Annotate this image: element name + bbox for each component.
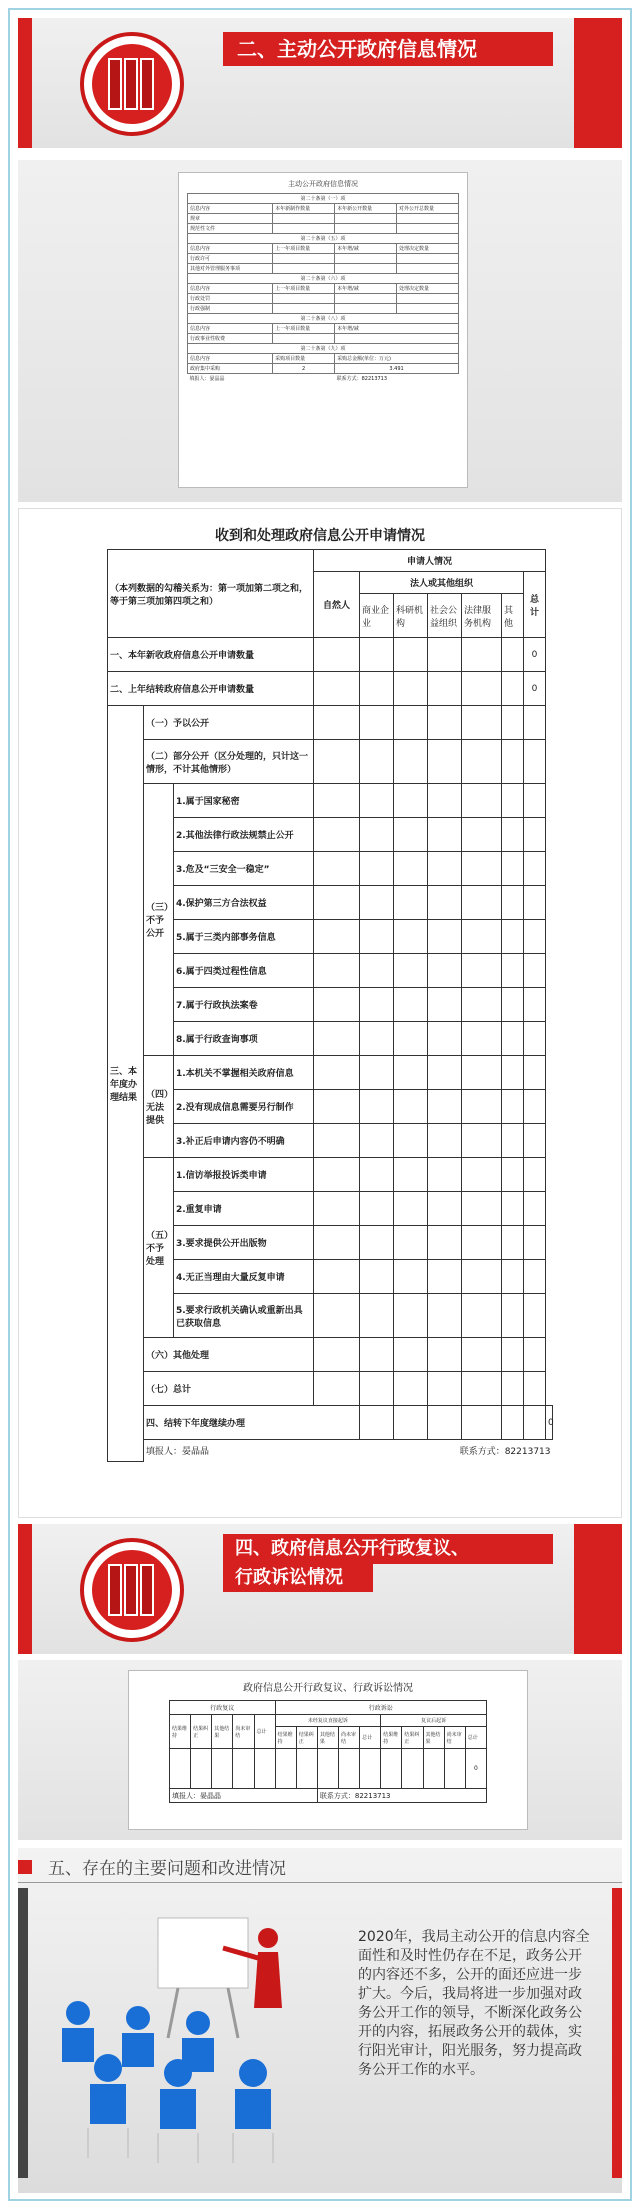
col-header: 对外公开总数量 (397, 204, 459, 214)
filler-label: 填报人：晏晶晶 (170, 1789, 318, 1803)
doc1-title: 主动公开政府信息情况 (288, 180, 358, 188)
col-header: 其他结果 (423, 1727, 444, 1749)
col-group-header: 行政复议 (170, 1701, 276, 1715)
col-header: 尚未审结 (444, 1727, 465, 1749)
section-title-line2: 行政诉讼情况 (223, 1564, 373, 1592)
row-label: 3.要求提供公开出版物 (174, 1226, 314, 1260)
col-header: 总计 (360, 1727, 381, 1749)
col-header: 本年增/减 (335, 244, 397, 254)
row-label: 2.重复申请 (174, 1192, 314, 1226)
row-label: 一、本年新收政府信息公开申请数量 (108, 638, 314, 672)
col-header: 其他结果 (212, 1715, 233, 1749)
row-group-label: （五）不予处理 (144, 1158, 174, 1338)
sub-heading: 第二十条第（八）项 (188, 314, 459, 324)
col-header: 信息内容 (188, 204, 273, 214)
col-header: 上一年项目数量 (273, 284, 335, 294)
doc2-sheet (18, 508, 622, 1518)
contact-label: 联系方式：82213713 (336, 376, 388, 383)
sub-heading: 第二十条第（一）项 (188, 194, 459, 204)
col-header: 尚未审结 (233, 1715, 254, 1749)
col-header: 本年新公开数量 (335, 204, 397, 214)
doc3-panel (18, 1660, 622, 1840)
row-label: 政府集中采购 (188, 364, 273, 374)
red-bar (574, 1524, 622, 1654)
row-header-note: （本列数据的勾稽关系为：第一项加第二项之和，等于第三项加第四项之和） (108, 550, 314, 638)
row-label: 1.本机关不掌握相关政府信息 (174, 1056, 314, 1090)
col-header: 信息内容 (188, 354, 273, 364)
page-frame (8, 8, 632, 2201)
row-label: 行政强制 (188, 304, 273, 314)
divider (18, 1882, 622, 1883)
filler-label: 填报人：晏晶晶 (189, 376, 225, 383)
col-header: 上一年项目数量 (273, 244, 335, 254)
side-bar (612, 1888, 622, 2178)
red-bar (574, 18, 622, 148)
col-header: 信息内容 (188, 324, 273, 334)
col-header: 其他结果 (317, 1727, 338, 1749)
row-label: 3.危及“三安全一稳定” (174, 852, 314, 886)
row-label: 4.保护第三方合法权益 (174, 886, 314, 920)
section2-banner (18, 18, 622, 148)
col-header: 本年增/减 (335, 284, 397, 294)
col-group-header: 行政诉讼 (275, 1701, 486, 1715)
row-label: 4.无正当理由大量反复申请 (174, 1260, 314, 1294)
col-group-header: 复议后起诉 (381, 1715, 487, 1727)
row-label: 行政许可 (188, 254, 273, 264)
doc1-sheet (178, 172, 468, 488)
row-label: 1.信访举报投诉类申请 (174, 1158, 314, 1192)
cell-value: 0 (546, 1406, 553, 1440)
doc3-sheet (128, 1670, 528, 1830)
col-header: 采购项目数量 (273, 354, 335, 364)
sub-heading: 第二十条第（六）项 (188, 274, 459, 284)
meeting-figures-icon (48, 1908, 348, 2178)
books-logo-icon (80, 1538, 184, 1642)
col-header: 结果纠正 (296, 1727, 317, 1749)
row-label: （二）部分公开（区分处理的，只计这一情形，不计其他情形） (144, 740, 314, 784)
col-header: 尚未审结 (339, 1727, 360, 1749)
col-header: 结果维持 (381, 1727, 402, 1749)
row-group-label: （三）不予公开 (144, 784, 174, 1056)
books-logo-icon (80, 32, 184, 136)
doc1-table (187, 193, 459, 384)
row-label: 1.属于国家秘密 (174, 784, 314, 818)
row-group-label: （四）无法提供 (144, 1056, 174, 1158)
red-bar (18, 18, 32, 148)
contact-label: 联系方式：82213713 (317, 1789, 486, 1803)
col-header: 信息内容 (188, 284, 273, 294)
cell-value: 2 (273, 364, 335, 374)
col-header: 信息内容 (188, 244, 273, 254)
col-header: 商业企业 (360, 594, 394, 638)
row-label: （一）予以公开 (144, 706, 314, 740)
sub-heading: 第二十条第（九）项 (188, 344, 459, 354)
col-header: 法律服务机构 (462, 594, 502, 638)
doc3-title: 政府信息公开行政复议、行政诉讼情况 (243, 1683, 413, 1694)
col-header: 本年新制作数量 (273, 204, 335, 214)
row-label: （七）总计 (144, 1372, 314, 1406)
sub-heading: 第二十条第（五）项 (188, 234, 459, 244)
row-label: 其他对外管理服务事项 (188, 264, 273, 274)
row-group-label: 三、本年度办理结果 (108, 706, 144, 1462)
col-header: 结果维持 (275, 1727, 296, 1749)
issues-text: 2020年，我局主动公开的信息内容全面性和及时性仍存在不足，政务公开的内容还不多，公开的面还应进一步扩大。今后，我局将进一步加强对政务公开工作的领导，不断深化政务公开的内容，拓展政务公开的载体，实行阳光审计，阳光服务，努力提高政务公开工作的水平。 (358, 1929, 590, 2078)
col-header: 结果纠正 (402, 1727, 423, 1749)
col-header: 处理决定数量 (397, 244, 459, 254)
legal-header: 法人或其他组织 (360, 572, 524, 594)
col-header: 结果维持 (170, 1715, 191, 1749)
row-label: 2.其他法律行政法规禁止公开 (174, 818, 314, 852)
applicant-header: 申请人情况 (314, 550, 546, 572)
cell-value: 0 (524, 638, 546, 672)
cell-value: 0 (524, 672, 546, 706)
row-label: 6.属于四类过程性信息 (174, 954, 314, 988)
doc1-panel (18, 160, 622, 502)
col-header: 其他 (502, 594, 524, 638)
section4-banner (18, 1524, 622, 1654)
section-title: 五、存在的主要问题和改进情况 (48, 1859, 286, 1879)
row-label: 行政事业性收费 (188, 334, 273, 344)
col-group-header: 未经复议直接起诉 (275, 1715, 381, 1727)
row-label: 7.属于行政执法案卷 (174, 988, 314, 1022)
col-header: 总计 (465, 1727, 486, 1749)
total-header: 总计 (524, 572, 546, 638)
col-header: 处理决定数量 (397, 284, 459, 294)
row-label: 8.属于行政查询事项 (174, 1022, 314, 1056)
row-label: 规章 (188, 214, 273, 224)
doc3-table (169, 1700, 487, 1803)
natural-person-header: 自然人 (314, 572, 360, 638)
col-header: 上一年项目数量 (273, 324, 335, 334)
col-header: 本年增/减 (335, 324, 459, 334)
side-bar (18, 1888, 28, 2178)
bullet-marker (18, 1860, 32, 1874)
section-title-line1: 四、政府信息公开行政复议、 (223, 1534, 553, 1564)
section5-panel (18, 1848, 622, 2193)
row-label: 规范性文件 (188, 224, 273, 234)
contact-label: 联系方式：82213713 (459, 1447, 551, 1458)
row-label: 行政处罚 (188, 294, 273, 304)
doc2-title: 收到和处理政府信息公开申请情况 (215, 528, 425, 544)
col-header: 结果纠正 (191, 1715, 212, 1749)
cell-value: 3.491 (335, 364, 459, 374)
doc2-table (107, 549, 553, 1462)
row-label: 3.补正后申请内容仍不明确 (174, 1124, 314, 1158)
col-header: 采购总金额(单位：万元) (335, 354, 459, 364)
red-bar (18, 1524, 32, 1654)
row-label: （六）其他处理 (144, 1338, 314, 1372)
row-label: 5.要求行政机关确认或重新出具已获取信息 (174, 1294, 314, 1338)
row-label: 二、上年结转政府信息公开申请数量 (108, 672, 314, 706)
row-label: 2.没有现成信息需要另行制作 (174, 1090, 314, 1124)
col-header: 社会公益组织 (428, 594, 462, 638)
cell-value: 0 (465, 1749, 486, 1789)
col-header: 总计 (254, 1715, 275, 1749)
row-label: 四、结转下年度继续办理 (144, 1406, 360, 1440)
section-title: 二、主动公开政府信息情况 (223, 32, 553, 66)
filler-label: 填报人：晏晶晶 (146, 1447, 210, 1458)
col-header: 科研机构 (394, 594, 428, 638)
row-label: 5.属于三类内部事务信息 (174, 920, 314, 954)
